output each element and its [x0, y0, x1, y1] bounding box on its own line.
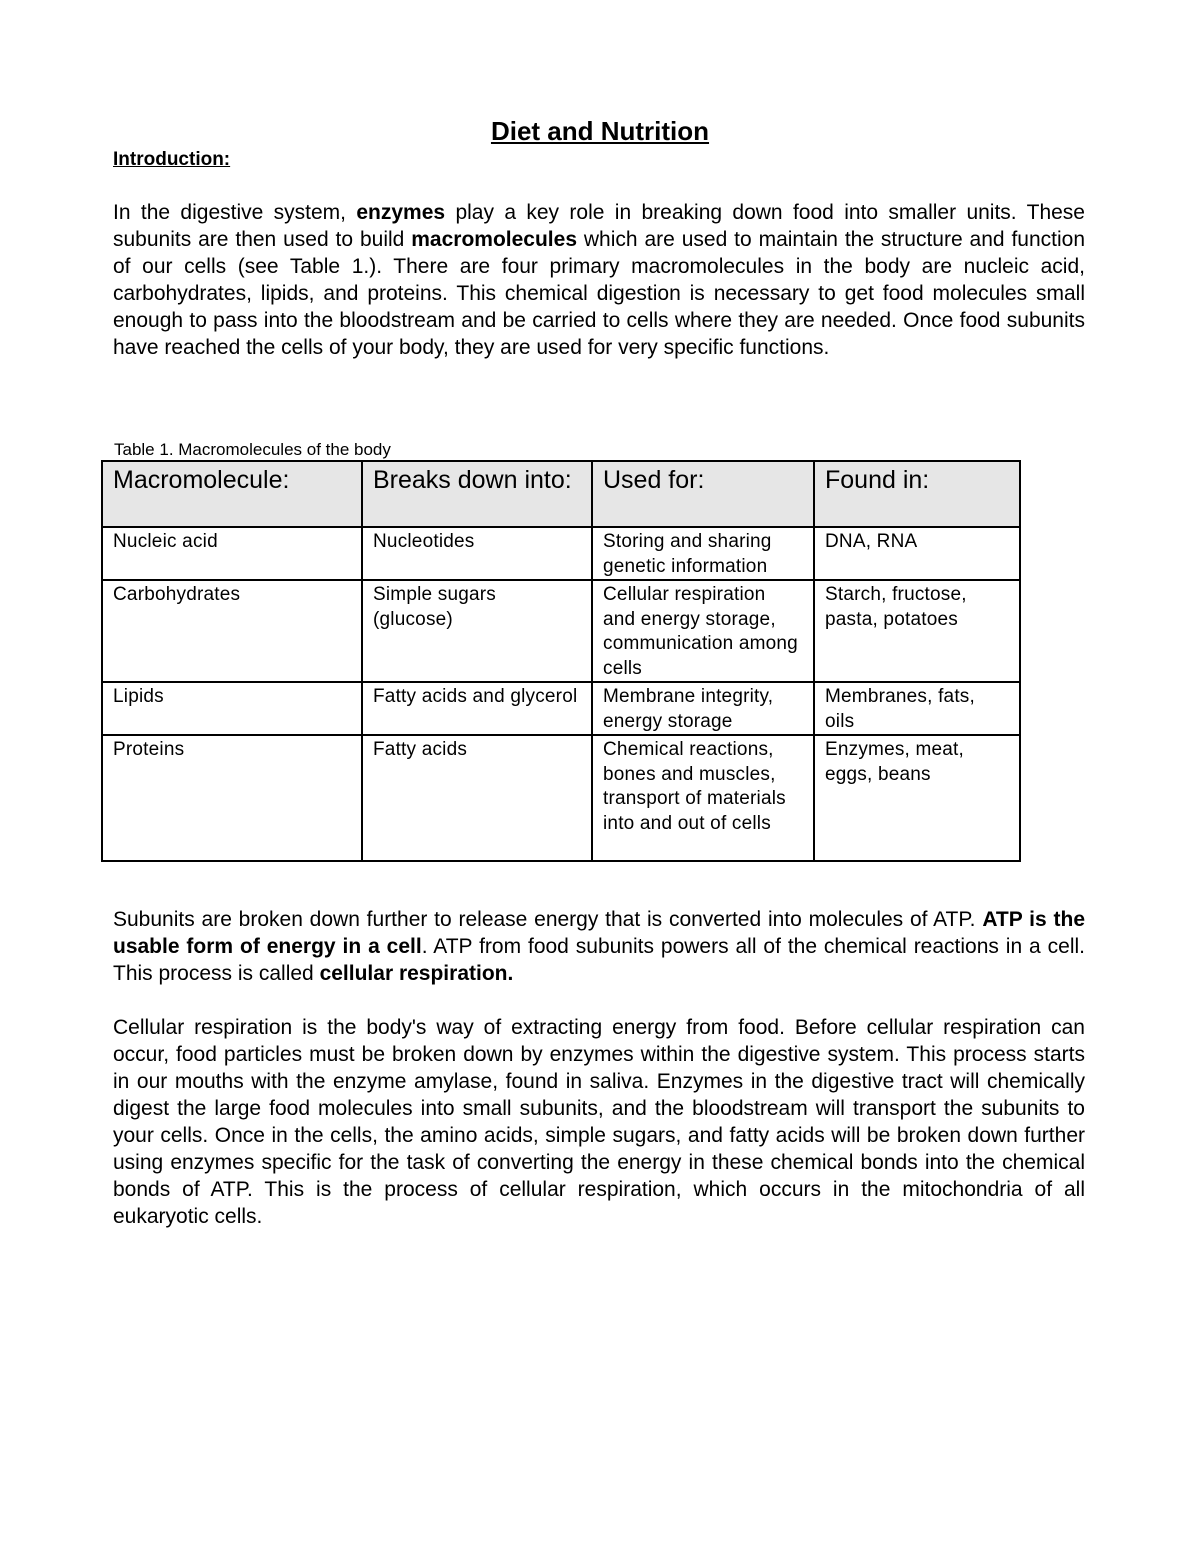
- intro-text-1: In the digestive system,: [113, 201, 357, 224]
- intro-bold-enzymes: enzymes: [356, 201, 446, 224]
- intro-text-2: play a key role in breaking down food into smaller units. These subunits are then used to build: [113, 201, 1085, 251]
- table-cell: Simple sugars (glucose): [362, 580, 592, 682]
- table-cell: Nucleotides: [362, 527, 592, 580]
- cellular-respiration-paragraph: Cellular respiration is the body's way of extracting energy from food. Before cellular respiration can occur, food particles must be broken down by enzymes within the digestive system. This process starts in our mouths with the enzyme amylase, found in saliva. Enzymes in the digestive tract will chemically digest the large food molecules into small subunits, and the bloodstream will transport the subunits to your cells. Once in the cells, the amino acids, simple sugars, and fatty acids will be broken down further using enzymes specific for the task of converting the energy in these chemical bonds into the chemical bonds of ATP. This is the process of cellular respiration, which occurs in the mitochondria of all eukaryotic cells.: [113, 1016, 1085, 1228]
- table-row: [102, 682, 1020, 735]
- header-found-in: Found in:: [814, 461, 1020, 527]
- table-cell: Carbohydrates: [102, 580, 362, 682]
- header-breaks-down-into: Breaks down into:: [362, 461, 592, 527]
- atp-text-1: Subunits are broken down further to release energy that is converted into molecules of ATP.: [113, 908, 983, 931]
- table-cell: Membranes, fats, oils: [814, 682, 1020, 735]
- header-macromolecule: Macromolecule:: [102, 461, 362, 527]
- table-cell: Fatty acids and glycerol: [362, 682, 592, 735]
- atp-paragraph: [113, 906, 1085, 987]
- header-used-for: Used for:: [592, 461, 814, 527]
- document-title: Diet and Nutrition: [490, 116, 710, 146]
- atp-bold-usable-energy: ATP is the usable form of energy in a cell: [113, 908, 1085, 958]
- atp-text-2: . ATP from food subunits powers all of the chemical reactions in a cell. This process is called: [113, 935, 1085, 985]
- table-cell: Fatty acids: [362, 735, 592, 861]
- table-caption: Table 1. Macromolecules of the body: [114, 440, 391, 459]
- intro-paragraph: [113, 199, 1085, 361]
- table-cell: Cellular respiration and energy storage, communication among cells: [592, 580, 814, 682]
- table-header-row: [102, 461, 1020, 527]
- table-cell: Chemical reactions, bones and muscles, transport of materials into and out of cells: [592, 735, 814, 861]
- intro-bold-macromolecules: macromolecules: [411, 228, 577, 251]
- table-cell: DNA, RNA: [814, 527, 1020, 580]
- table-cell: Starch, fructose, pasta, potatoes: [814, 580, 1020, 682]
- macromolecules-table: [101, 460, 1021, 862]
- introduction-heading: Introduction:: [113, 149, 231, 170]
- table-cell: Enzymes, meat, eggs, beans: [814, 735, 1020, 861]
- intro-text-3: which are used to maintain the structure and function of our cells (see Table 1.). There are four primary macromolecules in the body are nucleic acid, carbohydrates, lipids, and proteins. This chemical digestion is necessary to get food molecules small enough to pass into the bloodstream and be carried to cells where they are needed. Once food subunits have reached the cells of your body, they are used for very specific functions.: [113, 228, 1086, 359]
- table-cell: Storing and sharing genetic information: [592, 527, 814, 580]
- table-row: [102, 735, 1020, 861]
- table-row: [102, 580, 1020, 682]
- table-cell: Lipids: [102, 682, 362, 735]
- atp-bold-cellular-respiration: cellular respiration.: [319, 962, 514, 985]
- table-cell: Nucleic acid: [102, 527, 362, 580]
- table-cell: Membrane integrity, energy storage: [592, 682, 814, 735]
- table-cell: Proteins: [102, 735, 362, 861]
- table-row: [102, 527, 1020, 580]
